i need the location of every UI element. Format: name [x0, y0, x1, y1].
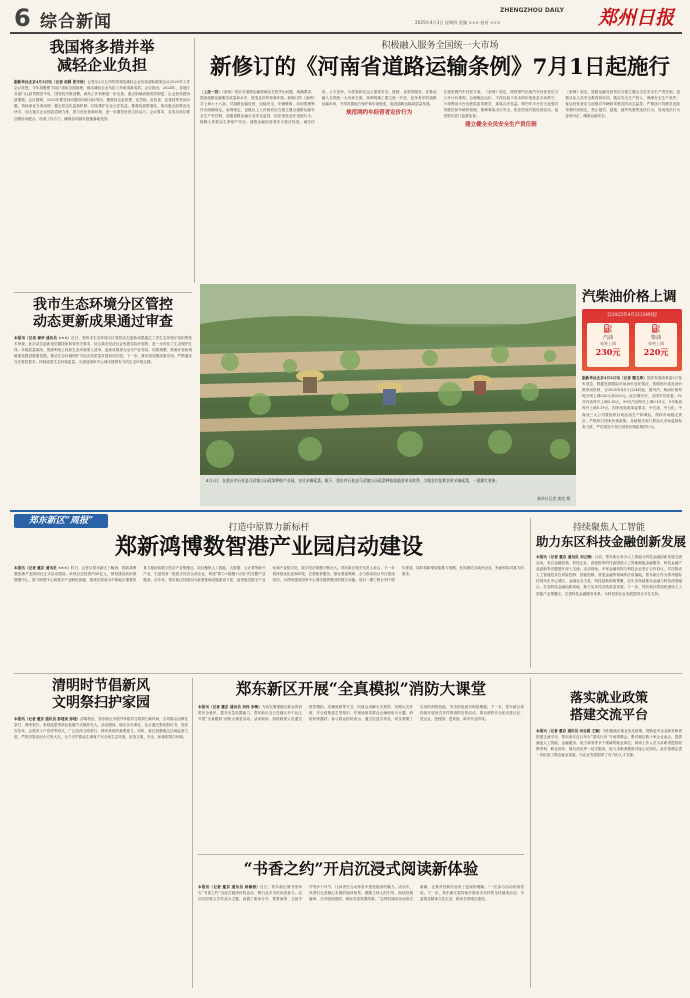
article-body	[198, 704, 524, 846]
article-employment	[536, 690, 682, 988]
section-divider	[14, 292, 192, 293]
headline: 郑新鸿博数智港产业园启动建设	[114, 534, 423, 560]
byline: 本报讯（记者 董京 通讯员 周楠倩）	[198, 885, 261, 889]
body-text: 清明将至，郑东新区多措并举倡导文明祭扫新风尚，引导群众以鲜花祭扫、网络祭扫、家庭追思等绿色低碳方式缅怀先人。活动期间，辖区各办事处、社区通过张贴倡议书、发放宣传单、志愿者入户宣传等形式，广泛宣传文明祭扫、移风易俗的重要意义。同时，新区加强重点区域巡查力度，严防因祭祀用火引发火灾，全力守护群众生命财产安全和生态环境，营造文明、安全、和谐的祭扫环境。	[14, 717, 188, 740]
byline: 本报讯（记者 董京 通讯员 刘伟 李梅）	[198, 705, 262, 709]
kicker: 积极融入服务全国统一大市场	[381, 41, 499, 51]
section-title: 综合新闻	[40, 12, 112, 32]
article-burden-reduction	[14, 38, 190, 298]
gasoline-label: 汽油	[602, 335, 613, 341]
headline: 汽柴油价格上调	[582, 289, 677, 305]
photo-caption-box	[200, 475, 576, 506]
article-qingming	[14, 678, 188, 988]
gasoline-delta-label: 每吨上调	[600, 341, 616, 346]
headline-line-2: 文明祭扫护家园	[52, 695, 150, 711]
body-text: 近日，郑州市生态环境分区管控动态更新成果通过了省生态环境厅组织的技术审查。此次动态更新是依据国家和省有关要求，结合我市经济社会发展实际开展的，进一步优化了生态保护红线、环境质量底线、资源利用上线和生态环境准入清单。更新成果将为全市产业布局、结构调整、资源开发和城镇建设提供重要依据，推动生态环境保护与经济高质量发展协同共进。下一步，我市将加强成果应用，严格落实分区管控要求，持续改善生态环境质量，为建设国家中心城市提供有力的生态环境支撑。	[14, 336, 192, 365]
news-photo	[200, 284, 576, 506]
headline: 助力东区科技金融创新发展	[536, 534, 687, 549]
headline-line-1: 我市生态环境分区管控	[33, 297, 173, 313]
headline-line-1: 我国将多措并举	[49, 38, 155, 56]
diesel-value: 220元	[643, 347, 669, 357]
diesel-delta-label: 每吨上调	[648, 341, 664, 346]
article-body	[582, 375, 682, 503]
article-body	[536, 728, 682, 978]
byline: 本报讯（记者 董京 通讯员 彭瑶欢 彭瑶）	[14, 717, 81, 721]
photo-illustration	[200, 284, 576, 506]
body-text: 国家发展改革委2日发布消息，根据近期国际市场油价变化情况，按照现行成品油价格形成机制，自2025年4月2日24时起，国内汽、柴油价格每吨分别上调230元和220元。此次调价后，全国平均来看，92号汽油每升上调0.18元，95号汽油每升上调0.19元，0号柴油每升上调0.19元。国家发展改革委要求，中石油、中石化、中海油三大公司要组织好成品油生产和调运，保持市场稳定供应，严格执行国家价格政策。各地相关部门要加大市场监督检查力度，严厉查处不执行国家价格政策的行为。	[582, 376, 682, 429]
body-text: 记者从2日召开的国务院减轻企业负担部际联席会议2025年工作会议获悉，今年将聚焦“四乱”顽疾全面治理，推动减轻企业负担工作取得新成效。会议指出，2024年，各地区各部门认真贯彻党中央、国务院决策部署，减负工作机制进一步完善，重点领域治理成效明显，企业获得感持续增强。会议强调，2025年要坚持问题导向和目标导向，聚焦涉企乱收费、乱罚款、乱检查、乱查封等突出问题，持续深化专项治理，健全常态化监督机制，切实维护企业合法权益。要强化政策落实，推动惠企政策直达快享，加大拖欠企业账款清理力度，着力优化营商环境，进一步激发经营主体活力。会议要求，各成员单位要加强协同配合，形成工作合力，确保各项减负措施落地见效。	[14, 80, 190, 121]
byline: 据新华社北京4月2日电（记者 周圆 张辛欣）	[14, 80, 88, 84]
subsection-body: 《条例》规定，道路运输经营者应当建立健全全员安全生产责任制，加强从业人员安全教育和培训，落实安全生产投入，保障安全生产条件。客运经营者应当加强对车辆和驾驶员的动态监控，严格执行驾驶员连续驾驶时间规定，禁止超员、超速、疲劳驾驶等违法行为，发现违法行为及时纠正，确保运输安全。	[565, 90, 680, 119]
article-reading	[198, 858, 524, 990]
section-divider	[10, 510, 682, 512]
article-road-transport	[200, 38, 680, 283]
byline: 据新华社北京4月2日电（记者 魏玉坤）	[582, 376, 647, 380]
page-header	[0, 0, 690, 32]
article-body	[198, 884, 524, 986]
subheading-ride-hailing: 规范网约车经营者定价行为	[346, 110, 413, 117]
headline-line-2: 减轻企业负担	[56, 56, 147, 74]
lead-in: （上接一版）	[200, 90, 222, 94]
article-data-park	[14, 518, 524, 670]
date-line: 2025年4月3日 星期四 责编 ××× 校对 ×××	[415, 20, 501, 25]
fuel-pump-icon: ⛽	[603, 324, 613, 333]
byline: 本报讯（记者 秦华 通讯员 ×××）	[14, 336, 72, 340]
headline: “书香之约”开启沉浸式阅读新体验	[243, 859, 479, 878]
column-divider	[192, 678, 193, 988]
headline: 新修订的《河南省道路运输条例》7月1日起施行	[210, 55, 670, 80]
effective-date: 自2025年4月2日24时起	[607, 313, 657, 318]
body-text: 近日，郑东新区图书馆举办“书香之约”沉浸式阅读体验活动，吸引众多市民读者参与。活动以经典文学作品为主题，设置了朗读分享、情景演绎、文创手作等多个环节，让读者在互动体验中感受阅读的魅力。活动中，读者们走进精心布置的阅读场景，跟随主持人的引导，朗读经典篇章，分享阅读感悟，现场书香氛围浓厚。“这样的阅读活动形式新颖，让我对经典作品有了更深的理解。”一位参与活动的读者说。下一步，郑东新区将持续开展形式多样的全民阅读活动，丰富群众精神文化生活，推动书香城区建设。	[198, 885, 524, 902]
kicker: 持续聚焦人工智能	[572, 523, 645, 533]
headline: 郑东新区开展“全真模拟”消防大课堂	[235, 679, 487, 698]
article-body	[14, 565, 524, 672]
column-divider	[530, 518, 531, 668]
header-rule	[10, 32, 682, 34]
byline: 本报讯（记者 董京 通讯员 刘志娟 王颖）	[536, 729, 603, 733]
article-body	[536, 554, 682, 672]
article-body	[200, 89, 680, 285]
headline-line-2: 搭建交流平台	[569, 708, 648, 723]
body-text: 昨日，记者从郑东新区了解到，郑新鸿博数智港产业园项目正式启动建设。该项目总投资约50亿元，规划建设高标准数据中心、算力调度中心和数字产业孵化基地，建成后将成为中原地区重要的算力枢纽和数字经济产业集聚区。项目聚焦人工智能、大数据、云计算等新兴产业，引进培育一批数字经济头部企业，构建“算力+数据+应用”的完整产业链条。近年来，郑东新区持续加大新型基础设施建设力度，加快推进数字产业化和产业数字化，数字经济规模不断壮大。郑东新区相关负责人表示，下一步将持续优化营商环境，完善配套服务，强化要素保障，全力推动项目早日建成投用，为郑州建设国家中心城市提供强劲的数字动能。项目一期工程计划于明年建成，届时将新增智能算力规模，有效满足区域内企业、科研机构对算力的需求。	[14, 566, 524, 583]
body-text: 为积极落实就业优先政策，帮助更多企业和求职者搭建交流平台，郑东新区近日举办“春风行动”专场招聘会，吸引辖区数十家企业参会，提供涵盖人工智能、金融服务、电子商务等多个领域的就业岗位。现场工作人员为求职者提供政策咨询、职业指导、简历优化等一站式服务，助力求职者精准对接心仪岗位。此次招聘会进一步拓宽了群众就业渠道，为企业发展提供了有力的人才支撑。	[536, 729, 682, 758]
headline-line-1: 清明时节倡新风	[52, 678, 150, 694]
photo-credit: 新华社记者 唐奕 摄	[537, 496, 570, 501]
diesel-block	[635, 323, 677, 367]
body-text: 日前，郑东新区举办人工智能与科技金融创新发展交流活动，来自金融机构、科技企业、高校院所的代表围绕人工智能赋能金融服务、科技金融产品创新等议题展开深入交流。活动现场，多家金融机构与科技企业签订合作协议，共同推动人工智能技术在风险控制、智能投顾、普惠金融等领域的应用落地。郑东新区作为郑州国际性现代化中心城区，金融业态丰富，科技创新资源集聚，近年来持续推动金融与科技深度融合，打造科技金融创新高地，助力实体经济高质量发展。下一步，郑东新区将加快建设人工智能产业集聚区，完善科技金融服务体系，为科技型企业发展提供全方位支持。	[536, 555, 682, 596]
headline-line-1: 落实就业政策	[569, 691, 648, 706]
gasoline-value: 230元	[595, 347, 621, 357]
caption-text: 4月2日，在重庆市石柱县马武镇万亩莼菜种植产业园，农民采摘莼菜。眼下，重庆市石柱县马武镇万亩莼菜种植基地迎来采收季，当地农民抢抓农时采摘莼菜，一派繁忙景象。	[206, 478, 500, 483]
article-fire-safety	[198, 678, 524, 850]
english-name: ZHENGZHOU DAILY	[500, 7, 564, 14]
newspaper-logo: 郑州日报	[598, 7, 675, 29]
article-fintech	[536, 518, 687, 670]
fuel-pump-icon: ⛽	[651, 324, 661, 333]
photo-caption	[206, 478, 570, 496]
byline: 本报讯（记者 董京 通讯员 ×××）	[14, 566, 71, 570]
section-divider	[198, 854, 524, 855]
page-number: 6	[14, 4, 31, 32]
diesel-label: 柴油	[650, 335, 661, 341]
byline: 本报讯（记者 董京 通讯员 刘立锋）	[536, 555, 595, 559]
subheading-safety: 建立健全全员安全生产责任制	[465, 122, 537, 129]
kicker: 打造中原算力新标杆	[228, 523, 310, 533]
article-body	[14, 79, 190, 284]
subsection-body: 在规范网约车经营方面，《条例》规定，网络预约出租汽车经营者应当公开计价规则，合理确定运价，不得以低于成本的价格扰乱市场秩序，不得利用平台优势损害驾驶员、乘客合法权益。网约车平台应当加强对驾驶员和车辆的管理，保障乘客出行安全，依法依规开展经营活动，接受相关部门监督检查。	[443, 90, 559, 119]
column-divider	[194, 38, 195, 283]
article-body	[14, 335, 192, 501]
body-text: 为切实增强辖区群众的消防安全意识，提升应急处置能力，郑东新区近日在辖区多个社区开展“全真模拟”消防大课堂活动。活动现场，消防救援人员通过情景模拟、实操演练等方式，向群众讲解火灾预防、初期火灾扑救、安全疏散逃生等知识，并现场指导群众正确使用灭火器、消防栓等器材。参与群众纷纷表示，通过沉浸式体验，切实掌握了实用的消防技能，安全防范意识明显增强。下一步，郑东新区将持续开展形式多样的消防宣传活动，推动消防安全知识进社区、进企业、进校园、进家庭，筑牢安全防线。	[198, 705, 524, 722]
body-text: 《条例》将针对道路运输领域存在的突出问题，明确要求，提高道路运输服务质量和水平，营造良好的营商环境。新修订的《条例》共七章六十六条，对道路运输经营、运输安全、车辆维修、培训管理等作出明确规定。条例规定，县级以上人民政府应当建立健全道路运输安全生产责任制，加强道路运输行业安全监管，依法查处违法违规行为，保障人民群众生命财产安全。道路运输经营者应当依法经营，诚实信用，公平竞争，为旅客和托运人提供安全、便捷、优质的服务。在推动融入全国统一大市场方面，条例明确了建立统一开放、竞争有序的道路运输市场，不得设置地方保护和市场壁垒，促进道路运输高质量发展。	[200, 90, 437, 125]
section-divider	[14, 673, 682, 674]
fuel-price-graphic	[582, 309, 682, 371]
column-divider	[530, 678, 531, 988]
headline-line-2: 动态更新成果通过审查	[33, 314, 173, 330]
article-ecology	[14, 297, 192, 505]
banner-text: 郑东新区“周报”	[28, 516, 94, 526]
article-fuel-price	[582, 288, 682, 506]
article-body	[14, 716, 188, 982]
gasoline-block	[587, 323, 629, 367]
